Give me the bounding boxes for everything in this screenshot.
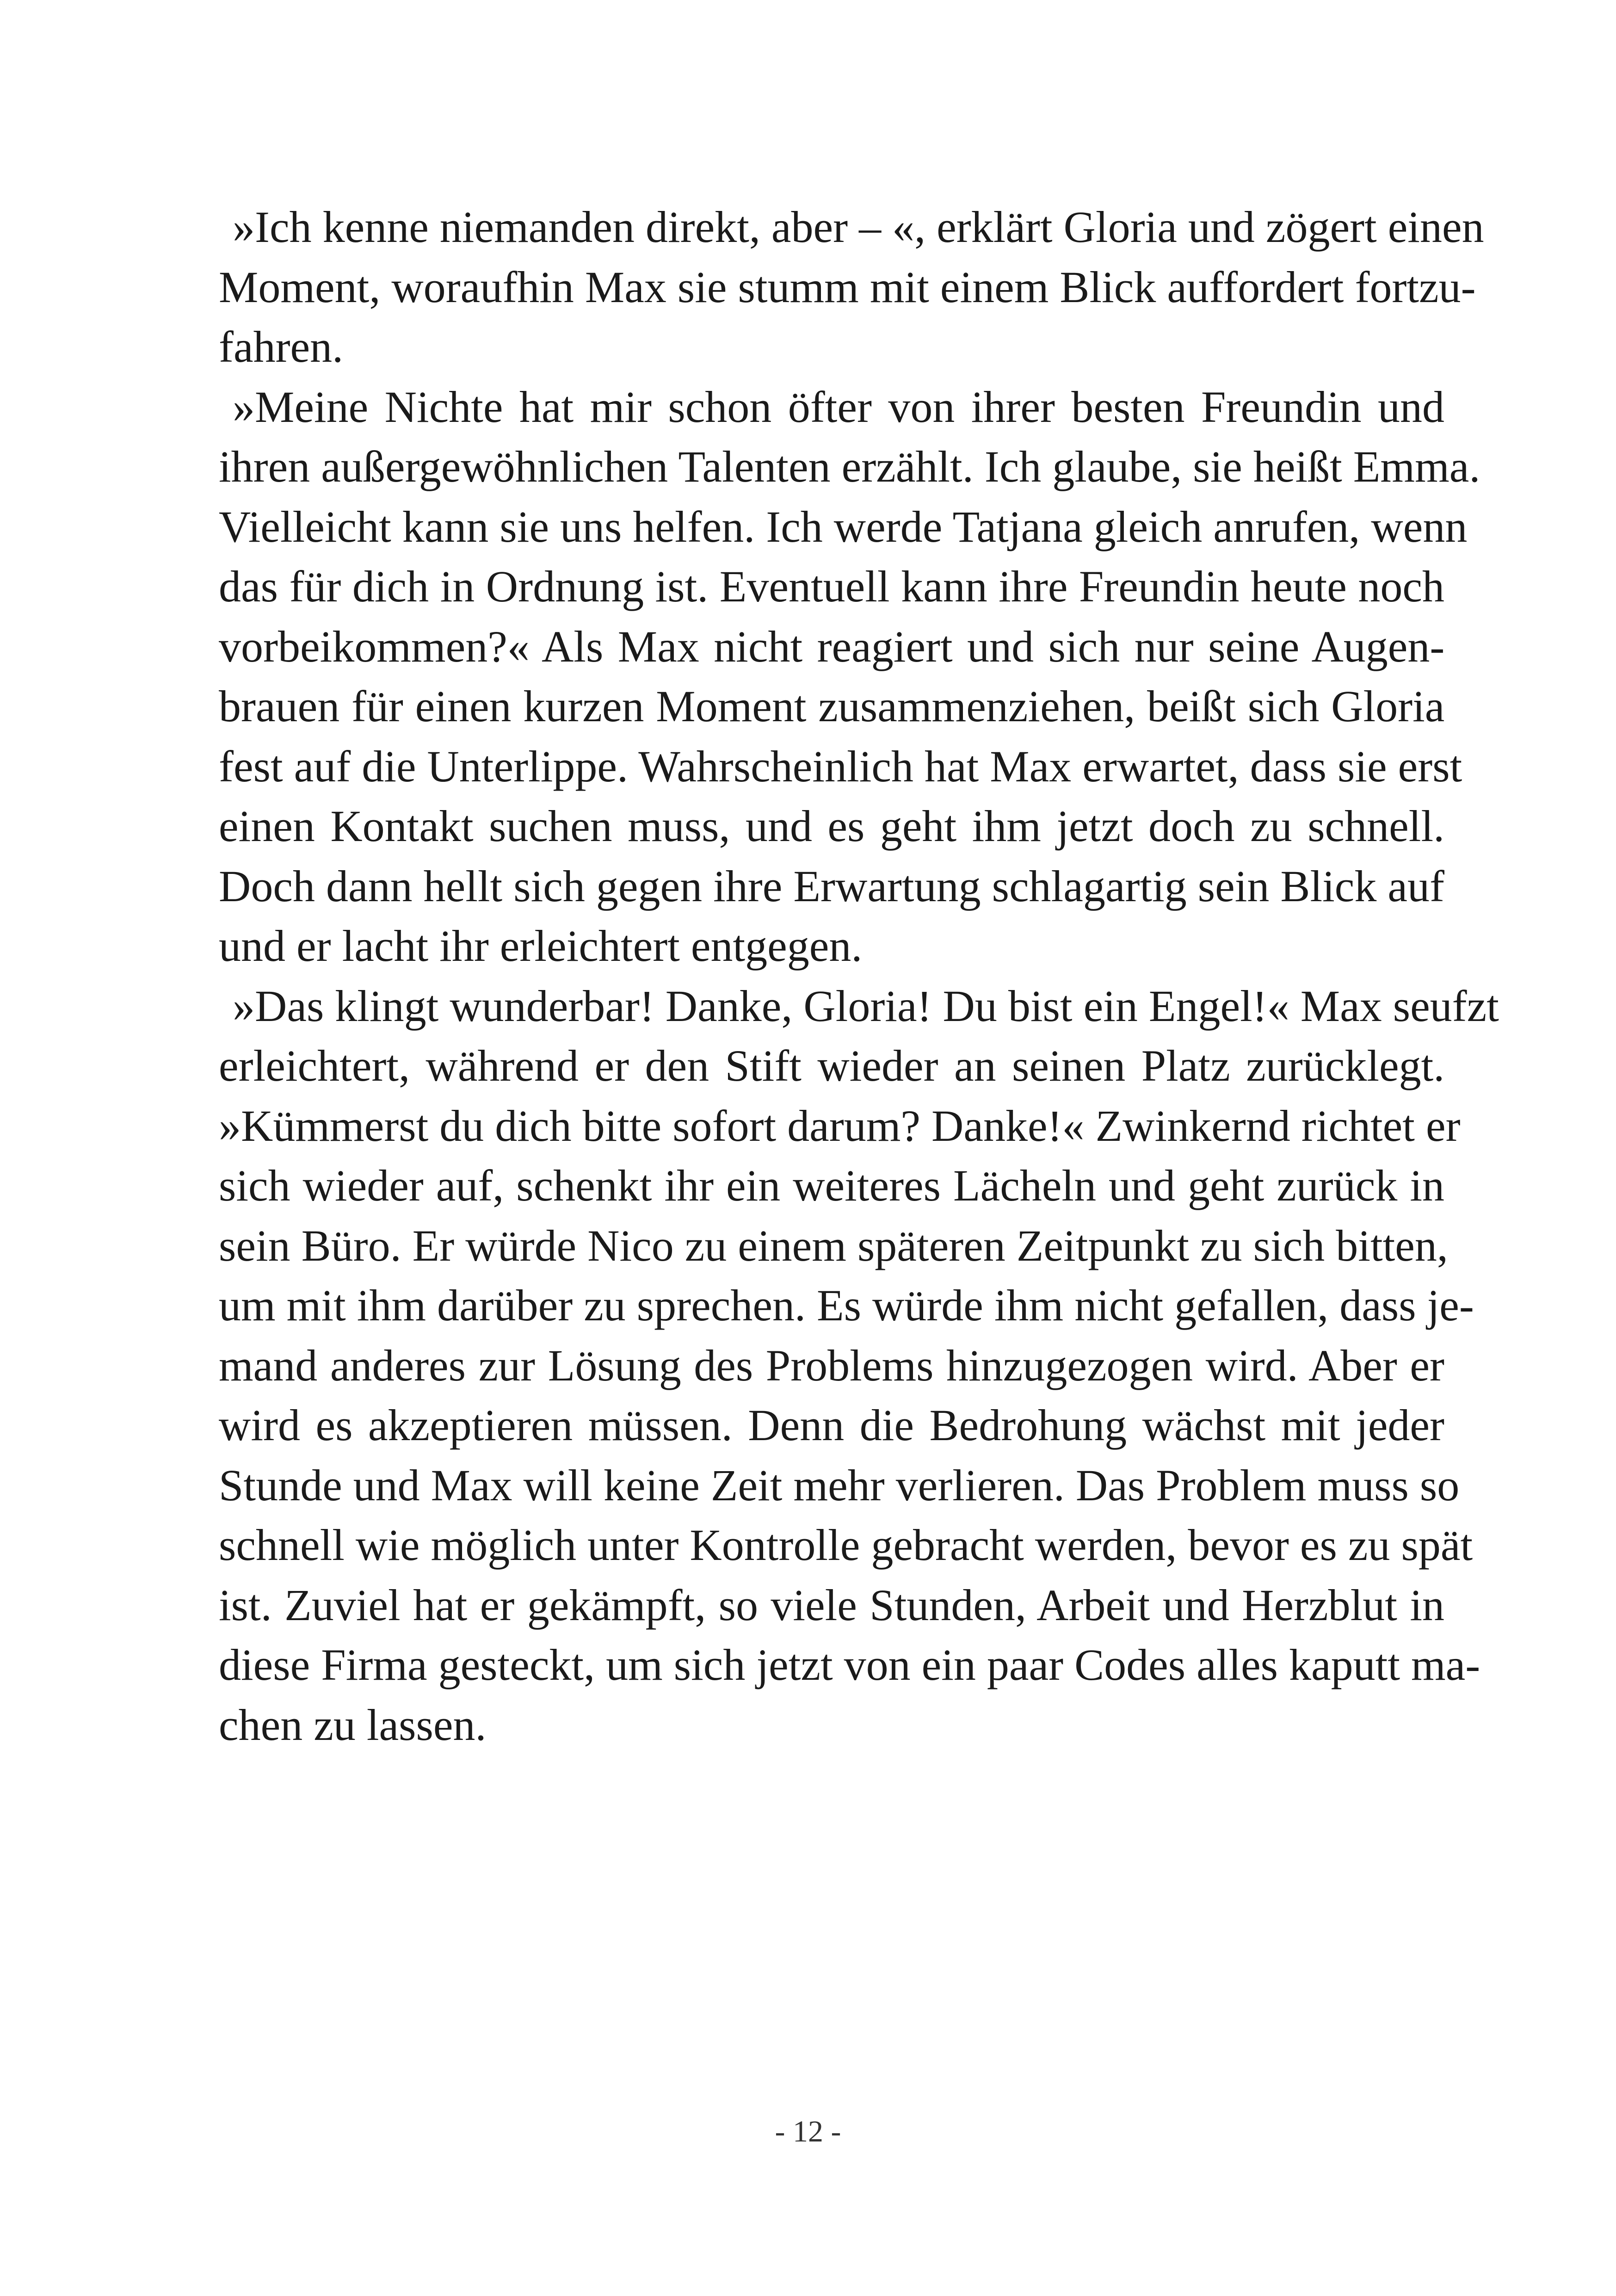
text-line: Vielleicht kann sie uns helfen. Ich werde Tatjana gleich anrufen, wenn bbox=[219, 501, 1468, 551]
text-line: fest auf die Unterlippe. Wahrscheinlich hat Max erwartet, dass sie erst bbox=[219, 741, 1462, 791]
text-line: brauen für einen kurzen Moment zusammenziehen, beißt sich Gloria bbox=[219, 681, 1445, 731]
text-line: erleichtert, während er den Stift wieder an seinen Platz zurücklegt. bbox=[219, 1041, 1445, 1090]
body-text bbox=[219, 197, 1499, 1755]
text-line: sein Büro. Er würde Nico zu einem späteren Zeitpunkt zu sich bitten, bbox=[219, 1220, 1448, 1270]
text-line: vorbeikommen?« Als Max nicht reagiert und sich nur seine Augen- bbox=[219, 621, 1445, 671]
text-line: einen Kontakt suchen muss, und es geht ihm jetzt doch zu schnell. bbox=[219, 801, 1445, 851]
text-line: chen zu lassen. bbox=[219, 1700, 487, 1750]
text-line: »Kümmerst du dich bitte sofort darum? Danke!« Zwinkernd richtet er bbox=[219, 1101, 1461, 1151]
text-line: ihren außergewöhnlichen Talenten erzählt. Ich glaube, sie heißt Emma. bbox=[219, 442, 1480, 491]
text-line: und er lacht ihr erleichtert entgegen. bbox=[219, 921, 863, 971]
text-line: um mit ihm darüber zu sprechen. Es würde ihm nicht gefallen, dass je- bbox=[219, 1281, 1474, 1330]
paragraph bbox=[219, 197, 1484, 377]
text-line: schnell wie möglich unter Kontrolle gebracht werden, bevor es zu spät bbox=[219, 1520, 1473, 1570]
text-line: ist. Zuviel hat er gekämpft, so viele Stunden, Arbeit und Herzblut in bbox=[219, 1580, 1444, 1630]
text-line: Doch dann hellt sich gegen ihre Erwartung schlagartig sein Blick auf bbox=[219, 861, 1444, 911]
text-line: »Meine Nichte hat mir schon öfter von ihrer besten Freundin und bbox=[233, 382, 1445, 432]
text-line: Moment, woraufhin Max sie stumm mit einem Blick auffordert fortzu- bbox=[219, 262, 1476, 312]
text-line: sich wieder auf, schenkt ihr ein weiteres Lächeln und geht zurück in bbox=[219, 1161, 1444, 1210]
text-line: »Ich kenne niemanden direkt, aber – «, erklärt Gloria und zögert einen bbox=[233, 202, 1484, 252]
page-number: - 12 - bbox=[775, 2115, 841, 2148]
paragraph bbox=[219, 976, 1499, 1755]
text-line: Stunde und Max will keine Zeit mehr verlieren. Das Problem muss so bbox=[219, 1460, 1460, 1510]
text-line: mand anderes zur Lösung des Problems hinzugezogen wird. Aber er bbox=[219, 1340, 1444, 1390]
text-line: fahren. bbox=[219, 322, 344, 371]
paragraph bbox=[219, 377, 1480, 976]
text-line: wird es akzeptieren müssen. Denn die Bedrohung wächst mit jeder bbox=[219, 1400, 1444, 1450]
text-line: diese Firma gesteckt, um sich jetzt von ein paar Codes alles kaputt ma- bbox=[219, 1640, 1480, 1690]
text-line: »Das klingt wunderbar! Danke, Gloria! Du bist ein Engel!« Max seufzt bbox=[233, 981, 1499, 1031]
text-line: das für dich in Ordnung ist. Eventuell kann ihre Freundin heute noch bbox=[219, 562, 1444, 611]
